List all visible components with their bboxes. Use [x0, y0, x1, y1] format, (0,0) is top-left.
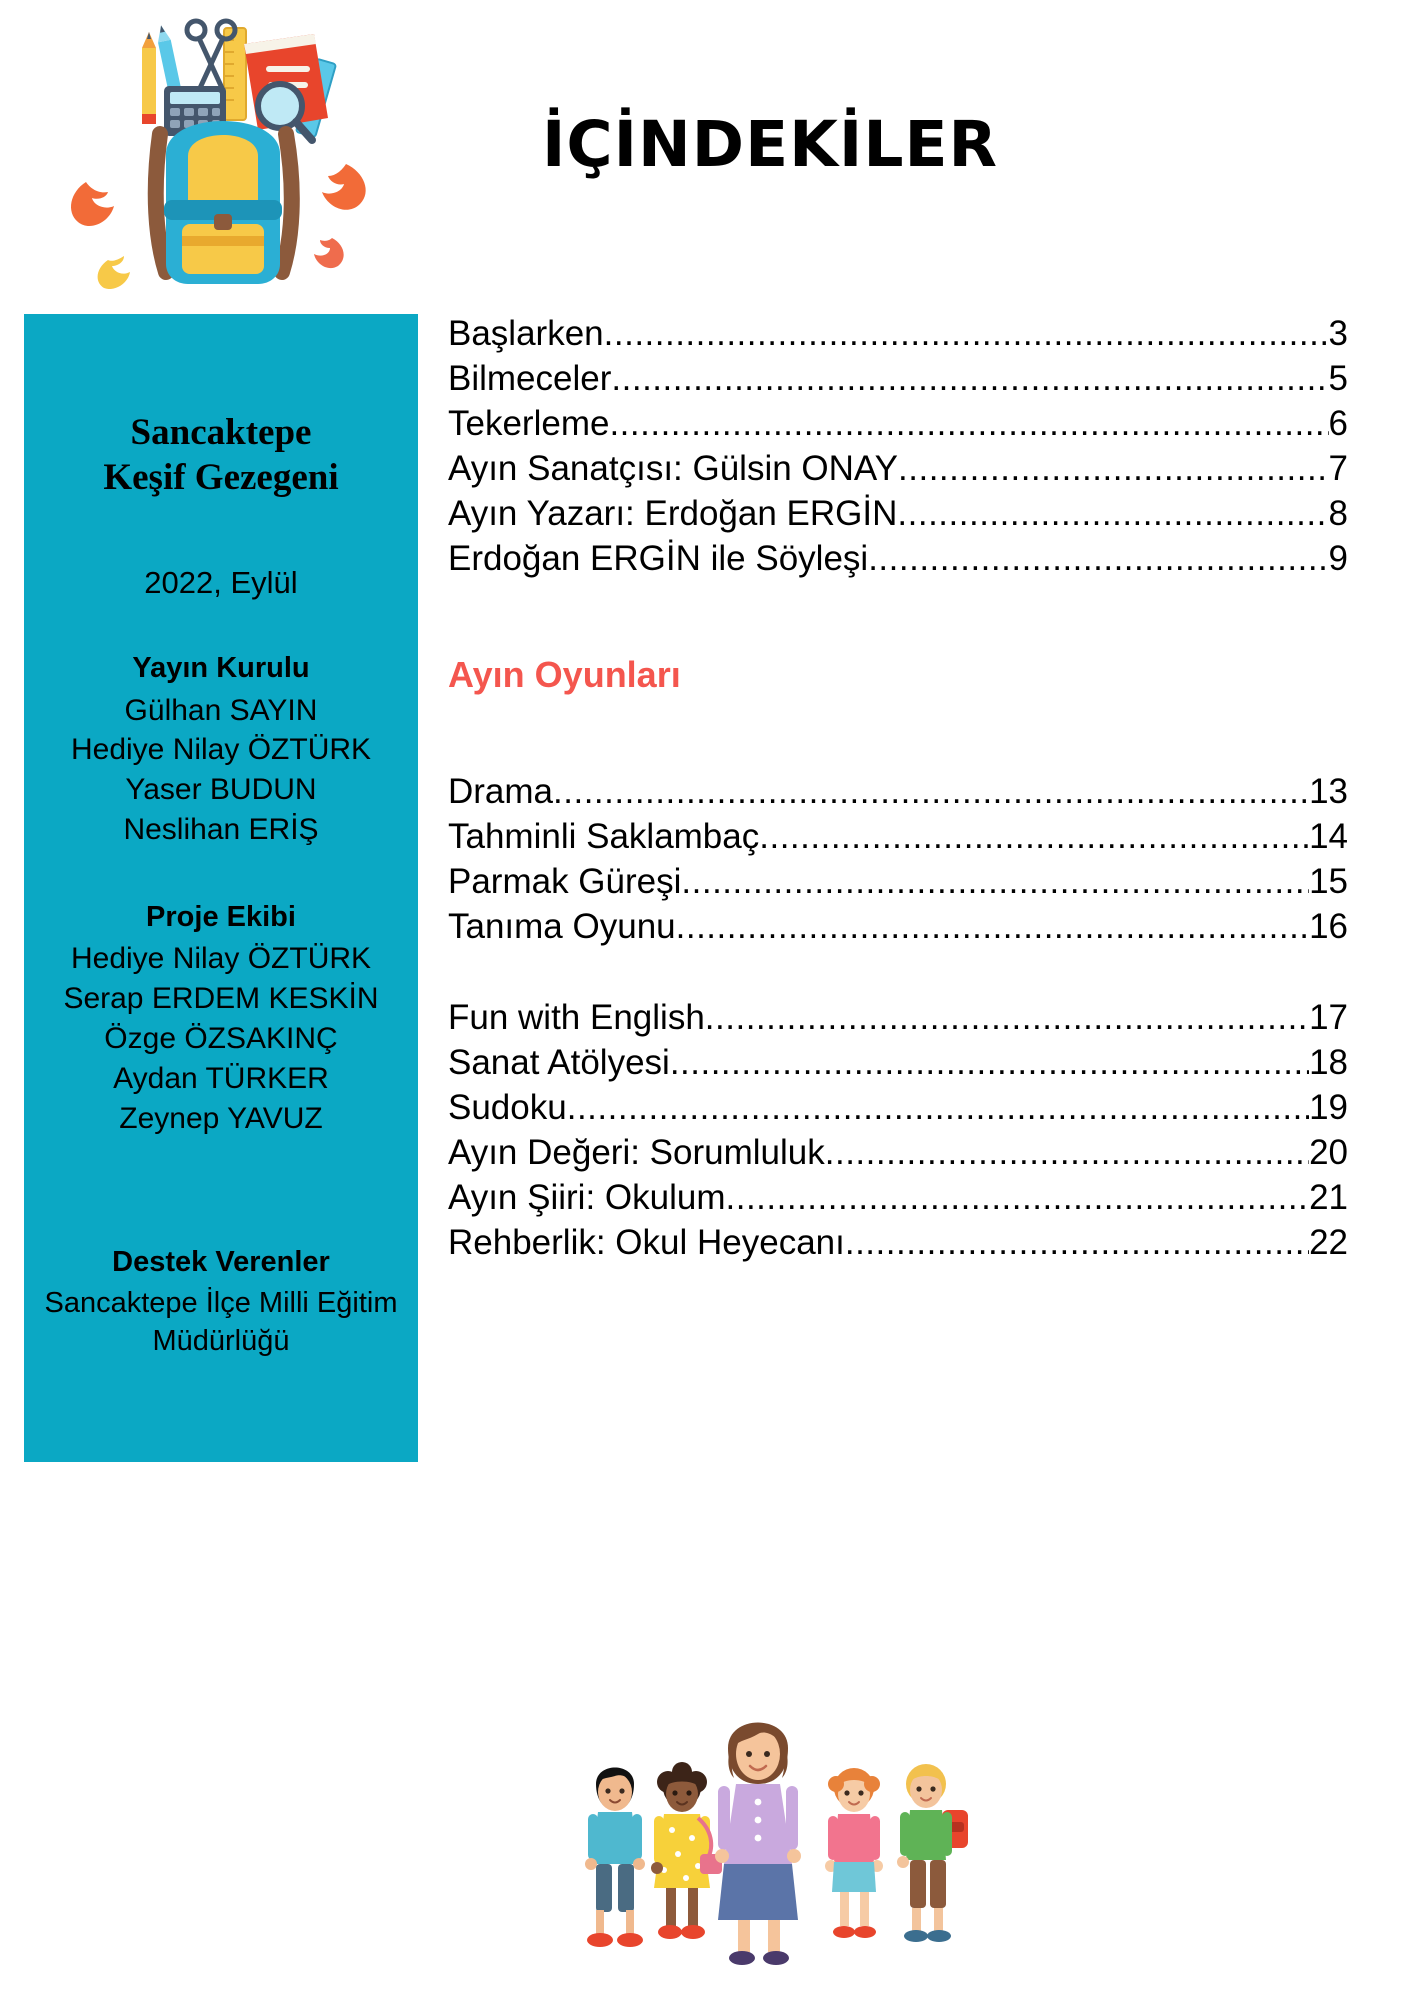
list-item: Gülhan SAYIN [124, 693, 318, 727]
toc-leader [726, 1176, 1310, 1211]
toc-entry[interactable] [448, 537, 1348, 582]
toc-leader [759, 815, 1309, 850]
toc-entry[interactable] [448, 815, 1348, 860]
list-item: Serap ERDEM KESKİN [63, 982, 379, 1016]
toc-entry-page: 20 [1309, 1132, 1348, 1172]
list-item: Aydan TÜRKER [113, 1061, 329, 1095]
project-team-title: Proje Ekibi [146, 901, 296, 934]
project-team-group [34, 898, 408, 1139]
toc-leader [611, 357, 1328, 392]
page-header [0, 0, 1414, 300]
toc-entry[interactable] [448, 1041, 1348, 1086]
toc-entry-page: 16 [1309, 906, 1348, 946]
toc-entry[interactable] [448, 357, 1348, 402]
toc-entry-page: 21 [1309, 1177, 1348, 1217]
toc-leader [609, 402, 1328, 437]
toc-entry[interactable] [448, 1221, 1348, 1266]
supporters-title: Destek Verenler [112, 1245, 330, 1278]
toc-entry-label: Drama [448, 771, 554, 811]
supporters-group [34, 1243, 408, 1361]
toc-entry[interactable] [448, 402, 1348, 447]
toc-entry[interactable] [448, 905, 1348, 950]
toc-entry-page: 6 [1328, 403, 1348, 443]
toc-entry-page: 15 [1309, 861, 1348, 901]
toc-entry-label: Tanıma Oyunu [448, 906, 676, 946]
toc-entry-page: 14 [1309, 816, 1348, 856]
table-of-contents [448, 312, 1348, 1266]
masthead-line-2: Keşif Gezegeni [103, 457, 339, 499]
issue-date: 2022, Eylül [144, 565, 298, 601]
toc-entry-label: Tahminli Saklambaç [448, 816, 760, 856]
masthead [34, 410, 408, 500]
backpack-school-supplies-icon [48, 14, 388, 289]
toc-entry[interactable] [448, 996, 1348, 1041]
toc-entry-label: Ayın Yazarı: Erdoğan ERGİN [448, 493, 898, 533]
toc-leader [567, 1086, 1309, 1121]
toc-entry-label: Sanat Atölyesi [448, 1042, 670, 1082]
toc-leader [681, 860, 1309, 895]
toc-entry[interactable] [448, 312, 1348, 357]
toc-entry-label: Ayın Sanatçısı: Gülsin ONAY [448, 448, 899, 488]
toc-leader [897, 492, 1328, 527]
toc-entry-label: Sudoku [448, 1087, 567, 1127]
list-item: Hediye Nilay ÖZTÜRK [70, 733, 372, 767]
list-item: Özge ÖZSAKINÇ [104, 1022, 338, 1056]
toc-leader [604, 312, 1329, 347]
toc-entry-page: 8 [1328, 493, 1348, 533]
teacher-and-children-holding-hands-icon [560, 1688, 980, 1978]
list-item: Neslihan ERİŞ [123, 813, 319, 847]
supporter-line-1: Sancaktepe İlçe Milli Eğitim [44, 1286, 398, 1319]
toc-entry-page: 7 [1328, 448, 1348, 488]
toc-entry[interactable] [448, 1086, 1348, 1131]
page-title: İÇİNDEKİLER [541, 108, 999, 181]
toc-entry-page: 5 [1328, 358, 1348, 398]
toc-entry-label: Parmak Güreşi [448, 861, 682, 901]
toc-entry[interactable] [448, 770, 1348, 815]
toc-entry-label: Ayın Değeri: Sorumluluk [448, 1132, 825, 1172]
toc-leader [825, 1131, 1309, 1166]
toc-entry-page: 22 [1309, 1222, 1348, 1262]
spacer [448, 696, 1348, 770]
toc-entry-page: 3 [1328, 314, 1348, 353]
toc-entry-label: Başlarken [448, 314, 604, 353]
toc-entry-label: Rehberlik: Okul Heyecanı [448, 1222, 845, 1262]
toc-leader [845, 1221, 1309, 1256]
list-item: Hediye Nilay ÖZTÜRK [70, 942, 372, 976]
spacer [448, 950, 1348, 996]
editorial-board-group [34, 649, 408, 850]
list-item: Zeynep YAVUZ [119, 1101, 323, 1135]
toc-entry-page: 18 [1309, 1042, 1348, 1082]
toc-leader [898, 447, 1329, 482]
toc-entry[interactable] [448, 1131, 1348, 1176]
toc-section-heading: Ayın Oyunları [448, 653, 681, 695]
toc-leader [676, 905, 1309, 940]
toc-leader [705, 996, 1309, 1031]
toc-entry-label: Fun with English [448, 997, 705, 1037]
masthead-line-1: Sancaktepe [130, 412, 312, 453]
toc-entry-label: Erdoğan ERGİN ile Söyleşi [448, 538, 869, 578]
toc-entry-label: Tekerleme [448, 403, 610, 443]
magazine-info-sidebar [24, 314, 418, 1462]
toc-leader [670, 1041, 1309, 1076]
toc-entry[interactable] [448, 1176, 1348, 1221]
toc-leader [868, 537, 1328, 572]
toc-entry[interactable] [448, 447, 1348, 492]
toc-leader [553, 770, 1309, 805]
toc-entry-page: 9 [1328, 538, 1348, 578]
supporter-line-2: Müdürlüğü [152, 1325, 290, 1358]
toc-entry-page: 19 [1309, 1087, 1348, 1127]
toc-entry-label: Ayın Şiiri: Okulum [448, 1177, 726, 1217]
list-item: Yaser BUDUN [125, 773, 317, 807]
toc-entry[interactable] [448, 860, 1348, 905]
toc-entry-page: 13 [1309, 771, 1348, 811]
toc-entry[interactable] [448, 492, 1348, 537]
toc-entry-label: Bilmeceler [448, 358, 612, 398]
toc-entry-page: 17 [1309, 997, 1348, 1037]
editorial-board-title: Yayın Kurulu [132, 652, 310, 685]
